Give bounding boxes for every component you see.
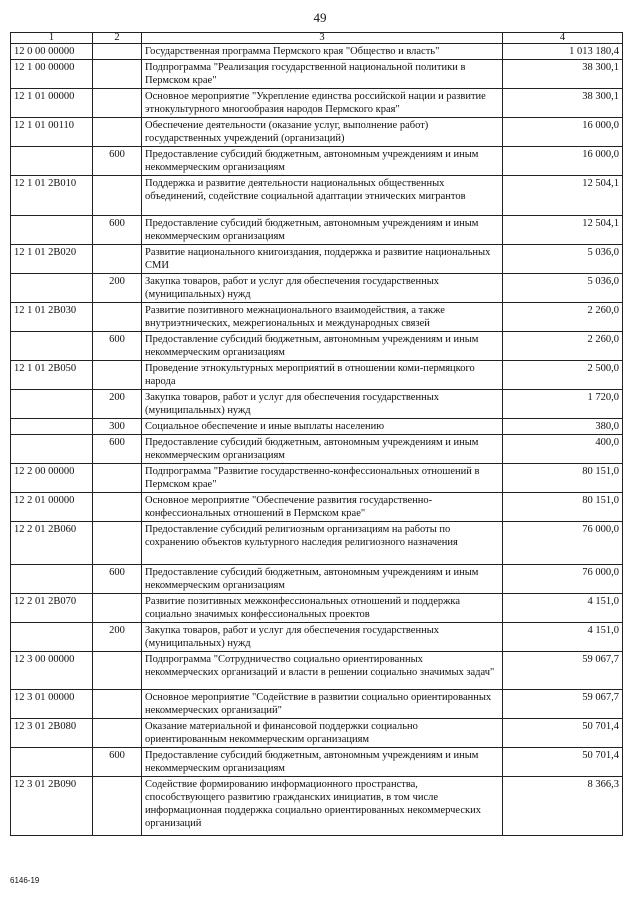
- row-code: 12 1 00 00000: [11, 60, 93, 89]
- row-description: Содействие формированию информационного пространства, способствующего развитию гражданских инициатив, в том числе информационная поддержка социально ориентированных некоммерческих организаций: [142, 777, 503, 836]
- row-expense-type: [93, 464, 142, 493]
- row-expense-type: 600: [93, 332, 142, 361]
- row-code: 12 1 01 2В020: [11, 245, 93, 274]
- row-code: 12 1 01 2В050: [11, 361, 93, 390]
- row-description: Основное мероприятие "Обеспечение развития государственно-конфессиональных отношений в Пермском крае": [142, 493, 503, 522]
- row-code: 12 1 01 2В010: [11, 176, 93, 216]
- column-header-3: 3: [142, 33, 503, 44]
- row-code: [11, 623, 93, 652]
- row-code: 12 2 00 00000: [11, 464, 93, 493]
- row-description: Предоставление субсидий бюджетным, автономным учреждениям и иным некоммерческим организациям: [142, 565, 503, 594]
- row-amount: 380,0: [503, 419, 623, 435]
- row-amount: 50 701,4: [503, 719, 623, 748]
- row-amount: 5 036,0: [503, 274, 623, 303]
- row-amount: 2 500,0: [503, 361, 623, 390]
- row-description: Закупка товаров, работ и услуг для обеспечения государственных (муниципальных) нужд: [142, 274, 503, 303]
- row-description: Подпрограмма "Развитие государственно-конфессиональных отношений в Пермском крае": [142, 464, 503, 493]
- row-description: Оказание материальной и финансовой поддержки социально ориентированным некоммерческим организациям: [142, 719, 503, 748]
- row-description: Предоставление субсидий религиозным организациям на работы по сохранению объектов культурного наследия религиозного назначения: [142, 522, 503, 565]
- row-description: Проведение этнокультурных мероприятий в отношении коми-пермяцкого народа: [142, 361, 503, 390]
- row-expense-type: [93, 719, 142, 748]
- row-expense-type: [93, 245, 142, 274]
- row-amount: 59 067,7: [503, 690, 623, 719]
- row-expense-type: 200: [93, 274, 142, 303]
- table-row: [11, 118, 623, 147]
- row-description: Предоставление субсидий бюджетным, автономным учреждениям и иным некоммерческим организациям: [142, 147, 503, 176]
- row-amount: 12 504,1: [503, 176, 623, 216]
- row-code: 12 0 00 00000: [11, 44, 93, 60]
- row-description: Основное мероприятие "Содействие в развитии социально ориентированных некоммерческих организаций": [142, 690, 503, 719]
- table-row: [11, 719, 623, 748]
- row-expense-type: 600: [93, 435, 142, 464]
- row-description: Обеспечение деятельности (оказание услуг, выполнение работ) государственных учреждений (организаций): [142, 118, 503, 147]
- row-amount: 8 366,3: [503, 777, 623, 836]
- row-description: Государственная программа Пермского края "Общество и власть": [142, 44, 503, 60]
- table-row: [11, 361, 623, 390]
- row-code: 12 1 01 00000: [11, 89, 93, 118]
- row-description: Предоставление субсидий бюджетным, автономным учреждениям и иным некоммерческим организациям: [142, 332, 503, 361]
- table-row: [11, 147, 623, 176]
- row-description: Подпрограмма "Реализация государственной национальной политики в Пермском крае": [142, 60, 503, 89]
- row-code: 12 3 01 2В090: [11, 777, 93, 836]
- row-expense-type: [93, 652, 142, 690]
- row-code: 12 3 01 00000: [11, 690, 93, 719]
- row-description: Закупка товаров, работ и услуг для обеспечения государственных (муниципальных) нужд: [142, 390, 503, 419]
- row-amount: 80 151,0: [503, 493, 623, 522]
- row-expense-type: [93, 89, 142, 118]
- table-body: [11, 44, 623, 836]
- row-code: 12 1 01 00110: [11, 118, 93, 147]
- row-expense-type: [93, 44, 142, 60]
- row-expense-type: [93, 594, 142, 623]
- row-amount: 38 300,1: [503, 60, 623, 89]
- row-expense-type: [93, 118, 142, 147]
- table-row: [11, 652, 623, 690]
- row-description: Предоставление субсидий бюджетным, автономным учреждениям и иным некоммерческим организациям: [142, 435, 503, 464]
- table-row: [11, 435, 623, 464]
- row-amount: 1 720,0: [503, 390, 623, 419]
- row-amount: 38 300,1: [503, 89, 623, 118]
- row-amount: 4 151,0: [503, 594, 623, 623]
- row-expense-type: [93, 522, 142, 565]
- row-code: [11, 390, 93, 419]
- row-amount: 4 151,0: [503, 623, 623, 652]
- row-expense-type: 600: [93, 748, 142, 777]
- row-description: Предоставление субсидий бюджетным, автономным учреждениям и иным некоммерческим организациям: [142, 216, 503, 245]
- row-code: [11, 419, 93, 435]
- row-code: [11, 435, 93, 464]
- table-row: [11, 565, 623, 594]
- row-code: [11, 332, 93, 361]
- table-row: [11, 748, 623, 777]
- row-expense-type: [93, 176, 142, 216]
- row-description: Закупка товаров, работ и услуг для обеспечения государственных (муниципальных) нужд: [142, 623, 503, 652]
- row-description: Подпрограмма "Сотрудничество социально ориентированных некоммерческих организаций и власти в решении социально значимых задач": [142, 652, 503, 690]
- row-code: 12 2 01 2В060: [11, 522, 93, 565]
- row-expense-type: [93, 361, 142, 390]
- row-expense-type: 600: [93, 565, 142, 594]
- row-code: [11, 147, 93, 176]
- row-code: 12 3 00 00000: [11, 652, 93, 690]
- row-code: [11, 216, 93, 245]
- row-amount: 400,0: [503, 435, 623, 464]
- row-description: Социальное обеспечение и иные выплаты населению: [142, 419, 503, 435]
- row-amount: 76 000,0: [503, 522, 623, 565]
- row-description: Основное мероприятие "Укрепление единства российской нации и развитие этнокультурного многообразия народов Пермского края": [142, 89, 503, 118]
- row-expense-type: 200: [93, 390, 142, 419]
- table-row: [11, 245, 623, 274]
- row-amount: 2 260,0: [503, 332, 623, 361]
- table-row: [11, 60, 623, 89]
- row-expense-type: 200: [93, 623, 142, 652]
- table-row: [11, 332, 623, 361]
- row-expense-type: 600: [93, 147, 142, 176]
- row-code: 12 2 01 2В070: [11, 594, 93, 623]
- table-row: [11, 274, 623, 303]
- column-header-4: 4: [503, 33, 623, 44]
- row-amount: 59 067,7: [503, 652, 623, 690]
- table-row: [11, 176, 623, 216]
- table-row: [11, 623, 623, 652]
- row-code: 12 3 01 2В080: [11, 719, 93, 748]
- row-expense-type: 600: [93, 216, 142, 245]
- row-amount: 5 036,0: [503, 245, 623, 274]
- row-expense-type: 300: [93, 419, 142, 435]
- row-code: [11, 748, 93, 777]
- row-expense-type: [93, 777, 142, 836]
- budget-table: [10, 32, 623, 836]
- row-code: 12 1 01 2В030: [11, 303, 93, 332]
- table-row: [11, 390, 623, 419]
- table-row: [11, 464, 623, 493]
- row-code: [11, 565, 93, 594]
- column-header-2: 2: [93, 33, 142, 44]
- row-amount: 16 000,0: [503, 147, 623, 176]
- row-amount: 2 260,0: [503, 303, 623, 332]
- table-row: [11, 522, 623, 565]
- row-description: Предоставление субсидий бюджетным, автономным учреждениям и иным некоммерческим организациям: [142, 748, 503, 777]
- table-row: [11, 493, 623, 522]
- row-amount: 76 000,0: [503, 565, 623, 594]
- row-expense-type: [93, 690, 142, 719]
- table-row: [11, 419, 623, 435]
- row-code: [11, 274, 93, 303]
- row-amount: 80 151,0: [503, 464, 623, 493]
- row-expense-type: [93, 60, 142, 89]
- table-row: [11, 44, 623, 60]
- column-header-1: 1: [11, 33, 93, 44]
- row-description: Развитие позитивных межконфессиональных отношений и поддержка социально значимых конфессиональных проектов: [142, 594, 503, 623]
- table-row: [11, 594, 623, 623]
- table-row: [11, 216, 623, 245]
- row-amount: 1 013 180,4: [503, 44, 623, 60]
- row-description: Поддержка и развитие деятельности национальных общественных объединений, содействие социальной адаптации этнических мигрантов: [142, 176, 503, 216]
- table-header-row: [11, 33, 623, 44]
- page-number: 49: [313, 10, 327, 25]
- row-description: Развитие национального книгоиздания, поддержка и развитие национальных СМИ: [142, 245, 503, 274]
- table-row: [11, 303, 623, 332]
- row-amount: 16 000,0: [503, 118, 623, 147]
- table-row: [11, 89, 623, 118]
- table-row: [11, 777, 623, 836]
- row-amount: 12 504,1: [503, 216, 623, 245]
- row-description: Развитие позитивного межнационального взаимодействия, а также внутриэтнических, межрегиональных и международных связей: [142, 303, 503, 332]
- row-amount: 50 701,4: [503, 748, 623, 777]
- row-code: 12 2 01 00000: [11, 493, 93, 522]
- row-expense-type: [93, 493, 142, 522]
- table-row: [11, 690, 623, 719]
- row-expense-type: [93, 303, 142, 332]
- footer-code: 6146-19: [10, 876, 40, 885]
